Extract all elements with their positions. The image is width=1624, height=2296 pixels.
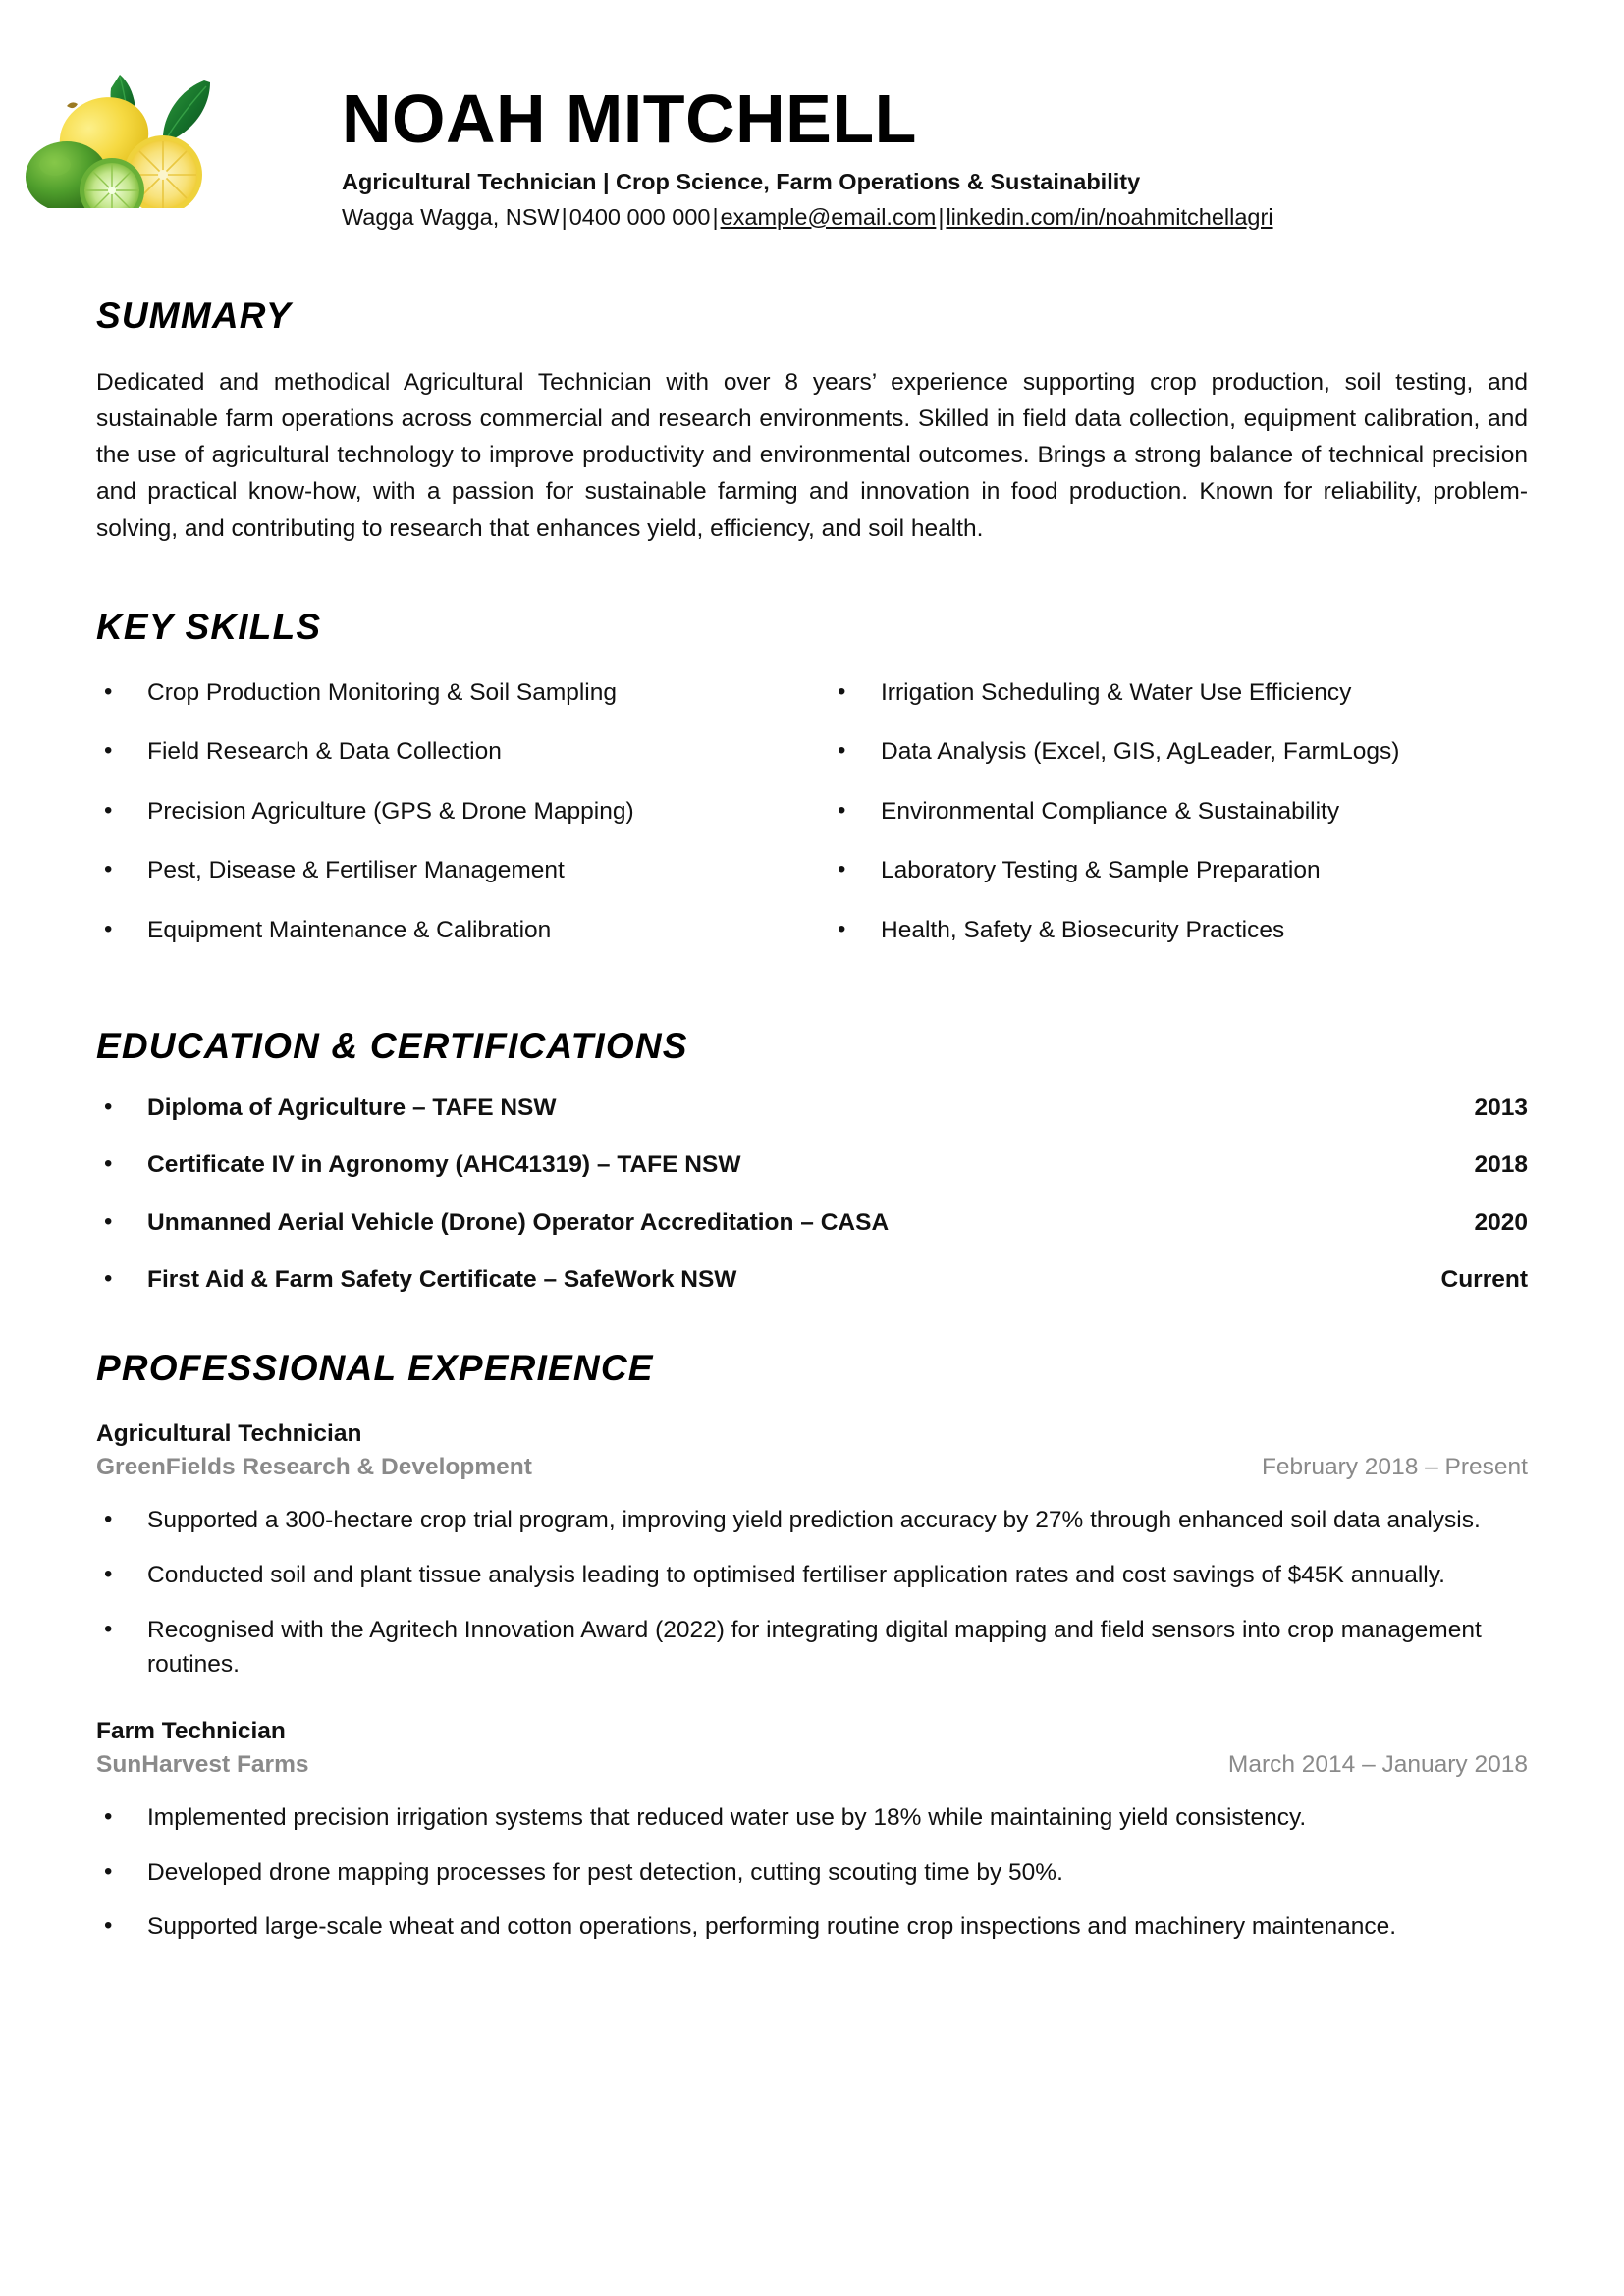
education-year: Current	[1440, 1266, 1528, 1294]
job-company: SunHarvest Farms	[96, 1751, 309, 1779]
skill-label: Equipment Maintenance & Calibration	[147, 916, 552, 943]
job-bullet-text: Conducted soil and plant tissue analysis leading to optimised fertiliser application rates and cost savings of $45K annually.	[147, 1561, 1445, 1588]
experience-entry	[96, 1716, 1528, 1945]
bullet-icon: •	[104, 1265, 113, 1293]
section-professional-experience	[96, 1349, 1528, 1945]
education-name: Unmanned Aerial Vehicle (Drone) Operator Accreditation – CASA	[147, 1208, 890, 1236]
contact-email-link[interactable]: example@email.com	[720, 203, 937, 230]
list-item	[830, 675, 1528, 711]
list-item	[830, 913, 1528, 948]
job-title: Farm Technician	[96, 1717, 286, 1744]
job-bullet-text: Developed drone mapping processes for pest detection, cutting scouting time by 50%.	[147, 1858, 1063, 1886]
list-item	[830, 794, 1528, 829]
skill-label: Field Research & Data Collection	[147, 738, 502, 766]
experience-list	[96, 1418, 1528, 1945]
list-item	[96, 1091, 1528, 1126]
job-bullet-text: Supported a 300-hectare crop trial program, improving yield prediction accuracy by 27% through enhanced soil data analysis.	[147, 1507, 1481, 1534]
skills-columns	[96, 675, 1528, 973]
bullet-icon: •	[104, 1207, 113, 1235]
bullet-icon: •	[838, 677, 846, 705]
summary-paragraph: Dedicated and methodical Agricultural Technician with over 8 years’ experience supporting crop production, soil testing, and sustainable farm operations across commercial and research environments. Skilled in field data collection, equipment calibration, and the use of agricultural technology to improve productivity and environmental outcomes. Brings a strong balance of technical precision and practical know-how, with a passion for sustainable farming and innovation in food production. Known for reliability, problem-solving, and contributing to research that enhances yield, efficiency, and soil health.	[96, 368, 1528, 542]
list-item	[96, 1613, 1528, 1682]
section-summary	[96, 296, 1528, 547]
job-bullet-text: Implemented precision irrigation systems that reduced water use by 18% while maintaining yield consistency.	[147, 1804, 1307, 1832]
section-key-skills	[96, 608, 1528, 972]
education-year: 2020	[1474, 1208, 1528, 1236]
skill-label: Irrigation Scheduling & Water Use Efficiency	[881, 678, 1352, 706]
skill-label: Pest, Disease & Fertiliser Management	[147, 857, 565, 884]
list-item	[96, 675, 812, 711]
section-title-education: EDUCATION & CERTIFICATIONS	[96, 1026, 688, 1067]
skills-column-right	[812, 675, 1528, 973]
job-dates: March 2014 – January 2018	[1227, 1751, 1528, 1779]
list-item	[830, 853, 1528, 888]
list-item	[96, 1855, 1528, 1891]
education-name: Certificate IV in Agronomy (AHC41319) – TAFE NSW	[147, 1151, 741, 1179]
resume-header	[0, 0, 1624, 245]
contact-separator-3: |	[938, 203, 945, 230]
bullet-icon: •	[104, 1912, 113, 1940]
job-bullet-list	[96, 1503, 1528, 1682]
skills-column-left	[96, 675, 812, 973]
education-list	[96, 1091, 1528, 1298]
list-item	[96, 1262, 1528, 1298]
section-title-summary: SUMMARY	[96, 295, 292, 336]
job-meta-row	[96, 1748, 1528, 1781]
header-text-block	[342, 80, 1624, 233]
education-name: Diploma of Agriculture – TAFE NSW	[147, 1094, 557, 1121]
bullet-icon: •	[104, 915, 113, 942]
list-item	[96, 1800, 1528, 1836]
contact-linkedin-link[interactable]: linkedin.com/in/noahmitchellagri	[946, 203, 1273, 230]
list-item	[96, 1909, 1528, 1945]
education-year: 2013	[1474, 1094, 1528, 1121]
skill-label: Precision Agriculture (GPS & Drone Mapping)	[147, 797, 634, 825]
bullet-icon: •	[838, 737, 846, 765]
resume-content	[0, 296, 1624, 1945]
job-bullet-text: Supported large-scale wheat and cotton operations, performing routine crop inspections and machinery maintenance.	[147, 1913, 1397, 1941]
bullet-icon: •	[104, 1093, 113, 1120]
list-item	[96, 794, 812, 829]
job-company: GreenFields Research & Development	[96, 1454, 532, 1481]
bullet-icon: •	[838, 796, 846, 824]
contact-phone: 0400 000 000	[568, 203, 711, 230]
bullet-icon: •	[104, 856, 113, 883]
contact-separator-2: |	[712, 203, 719, 230]
experience-entry	[96, 1418, 1528, 1682]
education-year: 2018	[1474, 1151, 1528, 1179]
contact-line	[342, 202, 1624, 234]
section-title-key-skills: KEY SKILLS	[96, 606, 322, 647]
education-name: First Aid & Farm Safety Certificate – SafeWork NSW	[147, 1266, 737, 1294]
bullet-icon: •	[838, 915, 846, 942]
job-dates: February 2018 – Present	[1261, 1454, 1528, 1481]
list-item	[96, 1205, 1528, 1241]
contact-location: Wagga Wagga, NSW	[342, 203, 560, 230]
contact-separator-1: |	[561, 203, 568, 230]
list-item	[96, 1148, 1528, 1183]
bullet-icon: •	[104, 1560, 113, 1587]
job-meta-row	[96, 1451, 1528, 1483]
citrus-fruit-photo-icon	[18, 61, 224, 208]
bullet-icon: •	[104, 737, 113, 765]
bullet-icon: •	[104, 1803, 113, 1831]
list-item	[96, 1503, 1528, 1538]
bullet-icon: •	[104, 677, 113, 705]
bullet-icon: •	[104, 1857, 113, 1885]
skill-label: Data Analysis (Excel, GIS, AgLeader, FarmLogs)	[881, 738, 1400, 766]
bullet-icon: •	[104, 1615, 113, 1642]
section-title-experience: PROFESSIONAL EXPERIENCE	[96, 1347, 654, 1388]
list-item	[96, 853, 812, 888]
skill-label: Environmental Compliance & Sustainability	[881, 797, 1340, 825]
job-title: Agricultural Technician	[96, 1419, 362, 1447]
job-bullet-list	[96, 1800, 1528, 1945]
bullet-icon: •	[838, 856, 846, 883]
list-item	[96, 1558, 1528, 1593]
skill-label: Laboratory Testing & Sample Preparation	[881, 857, 1321, 884]
section-education-certifications	[96, 1027, 1528, 1298]
list-item	[830, 734, 1528, 770]
bullet-icon: •	[104, 1150, 113, 1178]
job-bullet-text: Recognised with the Agritech Innovation Award (2022) for integrating digital mapping and field sensors into crop management routines.	[147, 1616, 1482, 1679]
bullet-icon: •	[104, 1506, 113, 1533]
list-item	[96, 734, 812, 770]
header-tagline: Agricultural Technician | Crop Science, Farm Operations & Sustainability	[342, 169, 1141, 194]
skill-label: Crop Production Monitoring & Soil Sampling	[147, 678, 617, 706]
page-title: NOAH MITCHELL	[342, 80, 917, 157]
list-item	[96, 913, 812, 948]
skill-label: Health, Safety & Biosecurity Practices	[881, 916, 1285, 943]
bullet-icon: •	[104, 796, 113, 824]
